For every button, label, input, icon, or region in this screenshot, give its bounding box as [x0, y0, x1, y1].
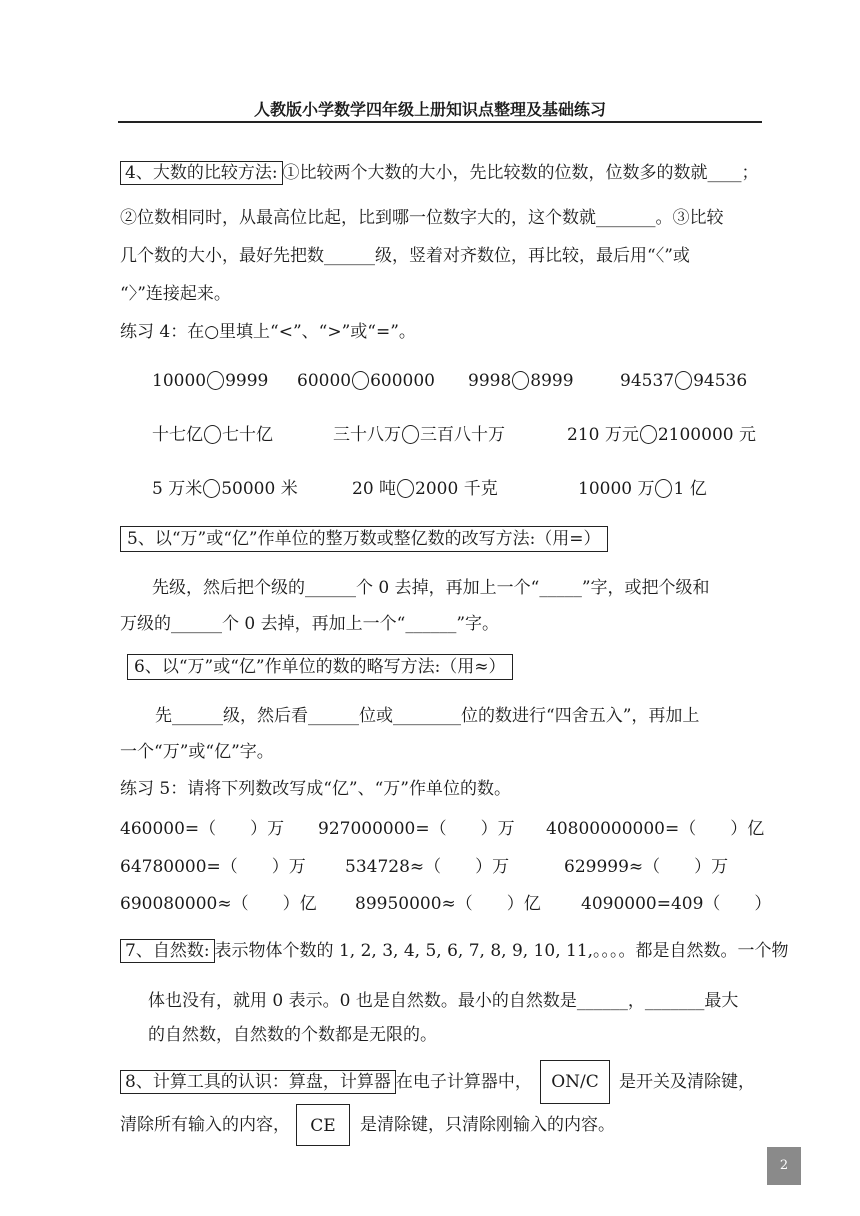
section-5-heading-line	[120, 528, 608, 550]
compare-item: 三十八万 三百八十万	[333, 425, 505, 445]
rewrite-item: 460000=（ ）万	[120, 819, 285, 839]
blank-circle[interactable]	[640, 425, 657, 444]
blank-circle[interactable]	[204, 425, 221, 444]
section-4-line-2: ②位数相同时，从最高位比起，比到哪一位数字大的，这个数就_______。③比较	[120, 208, 724, 228]
page-number: 2	[767, 1147, 801, 1185]
section-4-line-1	[120, 162, 759, 184]
section-8-text-1b: 是开关及清除键，	[619, 1072, 755, 1092]
ce-key-box: CE	[296, 1104, 350, 1146]
compare-item: 十七亿 七十亿	[152, 425, 273, 445]
blank-circle[interactable]	[203, 479, 220, 498]
section-8-line-1	[120, 1071, 532, 1093]
rewrite-item: 40800000000=（ ）亿	[546, 819, 765, 839]
rewrite-item: 4090000=409（ ）	[581, 894, 772, 914]
compare-item: 210 万元 2100000 元	[567, 425, 756, 445]
section-7-line-3: 的自然数，自然数的个数都是无限的。	[148, 1025, 437, 1045]
header-rule	[118, 121, 762, 123]
section-6-heading-line	[127, 656, 513, 678]
compare-item: 5 万米 50000 米	[152, 479, 298, 499]
blank-circle[interactable]	[352, 371, 369, 390]
section-8-text-2b: 是清除键，只清除刚输入的内容。	[360, 1115, 615, 1135]
compare-item: 60000 600000	[297, 371, 435, 391]
section-4-line-4: “〉”连接起来。	[120, 284, 231, 304]
compare-item: 10000 9999	[152, 371, 269, 391]
section-5-heading: 5、以“万”或“亿”作单位的整万数或整亿数的改写方法:（用=）	[120, 526, 608, 552]
section-6-heading: 6、以“万”或“亿”作单位的数的略写方法:（用≈）	[127, 654, 513, 680]
compare-item: 20 吨 2000 千克	[352, 479, 498, 499]
on-c-key-box: ON/C	[540, 1060, 610, 1104]
section-7-text-1: 表示物体个数的 1, 2, 3, 4, 5, 6, 7, 8, 9, 10, 11,。。。。都是自然数。一个物	[214, 941, 789, 961]
section-6-line-2: 一个“万”或“亿”字。	[120, 742, 274, 762]
section-4-line-3: 几个数的大小，最好先把数______级，竖着对齐数位，再比较，最后用“〈”或	[120, 246, 690, 266]
compare-item: 10000 万 1 亿	[578, 479, 707, 499]
blank-circle[interactable]	[675, 371, 692, 390]
section-8-heading: 8、计算工具的认识：算盘，计算器	[120, 1070, 396, 1094]
rewrite-item: 64780000=（ ）万	[120, 857, 306, 877]
section-7-line-1	[120, 940, 789, 962]
blank-circle[interactable]	[512, 371, 529, 390]
section-4-heading: 4、大数的比较方法:	[120, 161, 283, 185]
blank-circle[interactable]	[655, 479, 672, 498]
rewrite-item: 690080000≈（ ）亿	[120, 894, 317, 914]
section-4-text-1: ①比较两个大数的大小，先比较数的位数，位数多的数就____；	[282, 163, 759, 183]
blank-circle[interactable]	[397, 479, 414, 498]
rewrite-item: 534728≈（ ）万	[345, 857, 510, 877]
page-title: 人教版小学数学四年级上册知识点整理及基础练习	[253, 100, 606, 119]
rewrite-item: 629999≈（ ）万	[564, 857, 729, 877]
compare-item: 9998 8999	[468, 371, 574, 391]
exercise-4-title: 练习 4：在○里填上“<”、“>”或“=”。	[120, 322, 416, 342]
section-5-line-1: 先级，然后把个级的______个 0 去掉，再加上一个“_____”字，或把个级和	[152, 578, 710, 598]
rewrite-item: 89950000≈（ ）亿	[355, 894, 541, 914]
section-7-line-2: 体也没有，就用 0 表示。0 也是自然数。最小的自然数是______，_______最大	[148, 991, 739, 1011]
exercise-5-title: 练习 5：请将下列数改写成“亿”、“万”作单位的数。	[120, 779, 511, 799]
section-5-line-2: 万级的______个 0 去掉，再加上一个“______”字。	[120, 614, 500, 634]
compare-item: 94537 94536	[620, 371, 748, 391]
rewrite-item: 927000000=（ ）万	[318, 819, 515, 839]
section-8-text-1a: 在电子计算器中，	[395, 1072, 532, 1092]
blank-circle[interactable]	[207, 371, 224, 390]
section-6-line-1: 先______级，然后看______位或________位的数进行“四舍五入”，再加上	[155, 706, 700, 726]
section-8-text-2a: 清除所有输入的内容，	[120, 1115, 290, 1135]
section-7-heading: 7、自然数:	[120, 939, 215, 963]
blank-circle[interactable]	[402, 425, 419, 444]
